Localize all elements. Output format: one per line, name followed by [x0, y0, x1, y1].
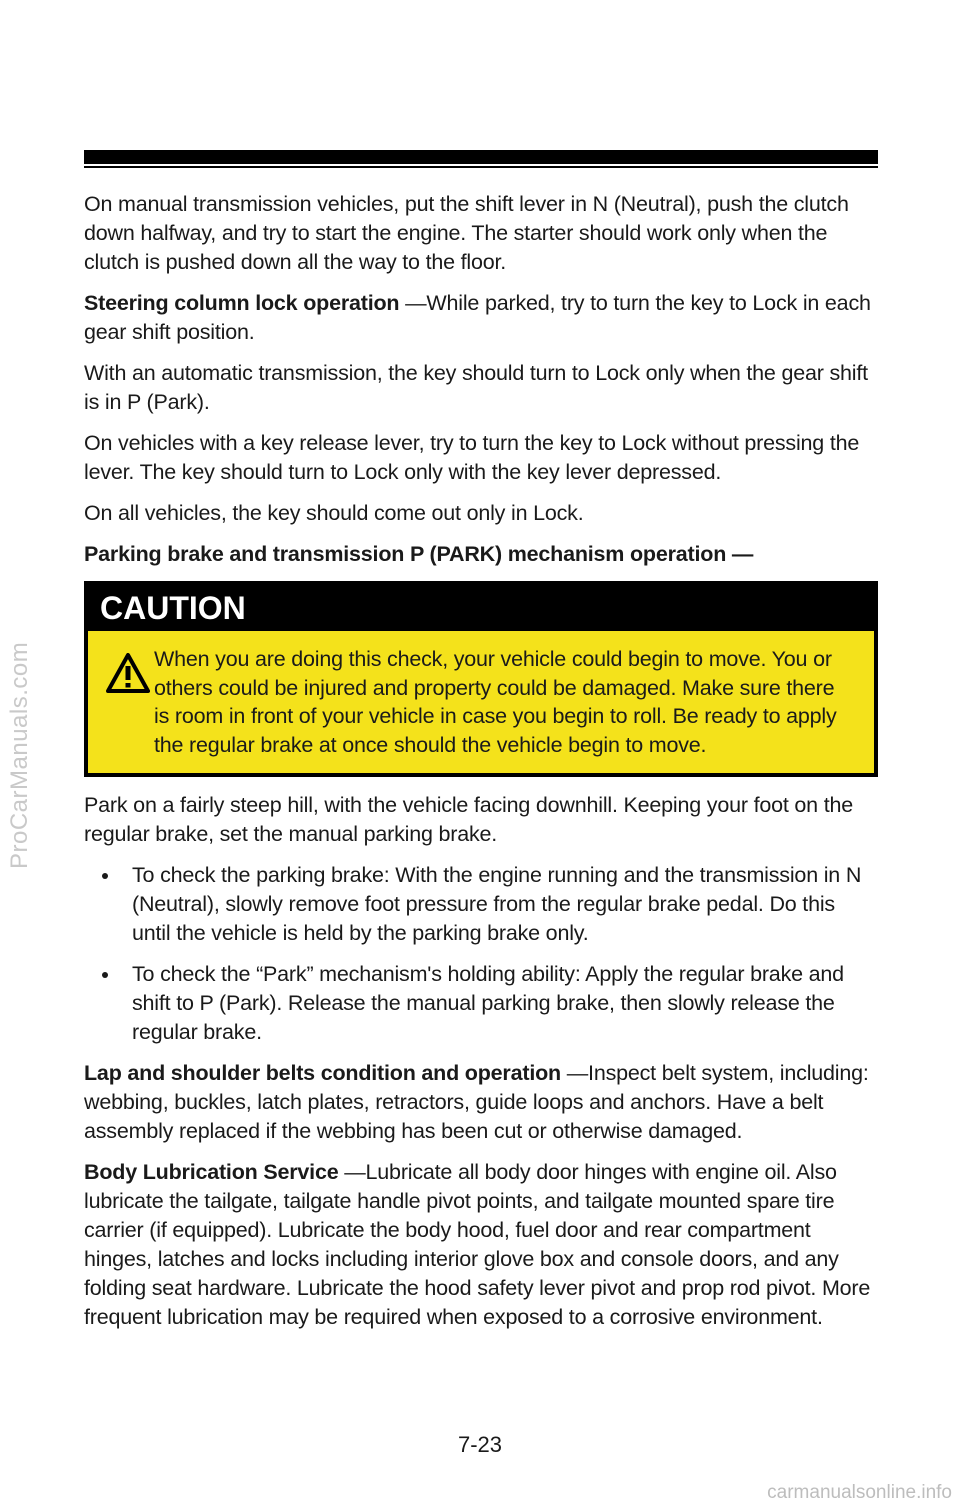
page-number: 7-23: [457, 1432, 503, 1457]
paragraph-body-lubrication: [84, 1158, 878, 1332]
page-content: [84, 190, 878, 1344]
paragraph-automatic: With an automatic transmission, the key should turn to Lock only when the gear shift is in P (Park).: [84, 361, 868, 414]
steering-heading: Steering column lock operation: [84, 291, 400, 315]
top-rule: [84, 150, 878, 164]
list-item: To check the “Park” mechanism's holding ability: Apply the regular brake and shift to P (Park). Release the manual parking brake, then slowly release the regular brake.: [132, 960, 878, 1047]
check-list: [84, 861, 878, 1047]
caution-box: [84, 581, 878, 777]
body-lub-text: —Lubricate all body door hinges with engine oil. Also lubricate the tailgate, tailgate handle pivot points, and tailgate mounted spare tire carrier (if equipped). Lubricate the body hood, fuel door and rear compartment hinges, latches and locks including interior glove box and console doors, and any folding seat hardware. Lubricate the hood safety lever pivot and prop rod pivot. More frequent lubrication may be required when exposed to a corrosive environment.: [84, 1160, 871, 1329]
paragraph-all-vehicles: On all vehicles, the key should come out only in Lock.: [84, 501, 584, 525]
lap-text: —Inspect belt system, including: webbing, buckles, latch plates, retractors, guide loops and anchors. Have a belt assembly replaced if the webbing has been cut or otherwise damaged.: [84, 1061, 869, 1143]
warning-triangle-icon: [106, 653, 150, 693]
paragraph-steering-lock: [84, 289, 878, 347]
lap-heading: Lap and shoulder belts condition and operation: [84, 1061, 561, 1085]
top-rule-thin: [84, 166, 878, 168]
list-item: To check the parking brake: With the engine running and the transmission in N (Neutral), slowly remove foot pressure from the regular brake pedal. Do this until the vehicle is held by the parking brake only.: [132, 861, 878, 948]
body-lub-heading: Body Lubrication Service: [84, 1160, 339, 1184]
caution-text: When you are doing this check, your vehicle could begin to move. You or others could be injured and property could be damaged. Make sure there is room in front of your vehicle in case you begin to roll. Be ready to apply the regular brake at once should the vehicle begin to move.: [154, 647, 837, 757]
bottom-watermark: carmanualsonline.info: [767, 1482, 952, 1503]
caution-title: CAUTION: [88, 585, 874, 631]
parking-brake-heading: [84, 540, 878, 569]
parking-brake-heading-text: Parking brake and transmission P (PARK) mechanism operation —: [84, 542, 754, 566]
caution-body: [88, 631, 874, 773]
paragraph-park-hill: Park on a fairly steep hill, with the vehicle facing downhill. Keeping your foot on the regular brake, set the manual parking brake.: [84, 793, 853, 846]
paragraph-lap-shoulder: [84, 1059, 878, 1146]
paragraph-manual-transmission: On manual transmission vehicles, put the shift lever in N (Neutral), push the clutch down halfway, and try to start the engine. The starter should work only when the clutch is pushed down all the way to the floor.: [84, 192, 849, 274]
paragraph-key-release: On vehicles with a key release lever, try to turn the key to Lock without pressing the lever. The key should turn to Lock only with the key lever depressed.: [84, 431, 860, 484]
side-watermark: ProCarManuals.com: [6, 641, 33, 869]
steering-text: —While parked, try to turn the key to Lock in each gear shift position.: [84, 291, 871, 344]
